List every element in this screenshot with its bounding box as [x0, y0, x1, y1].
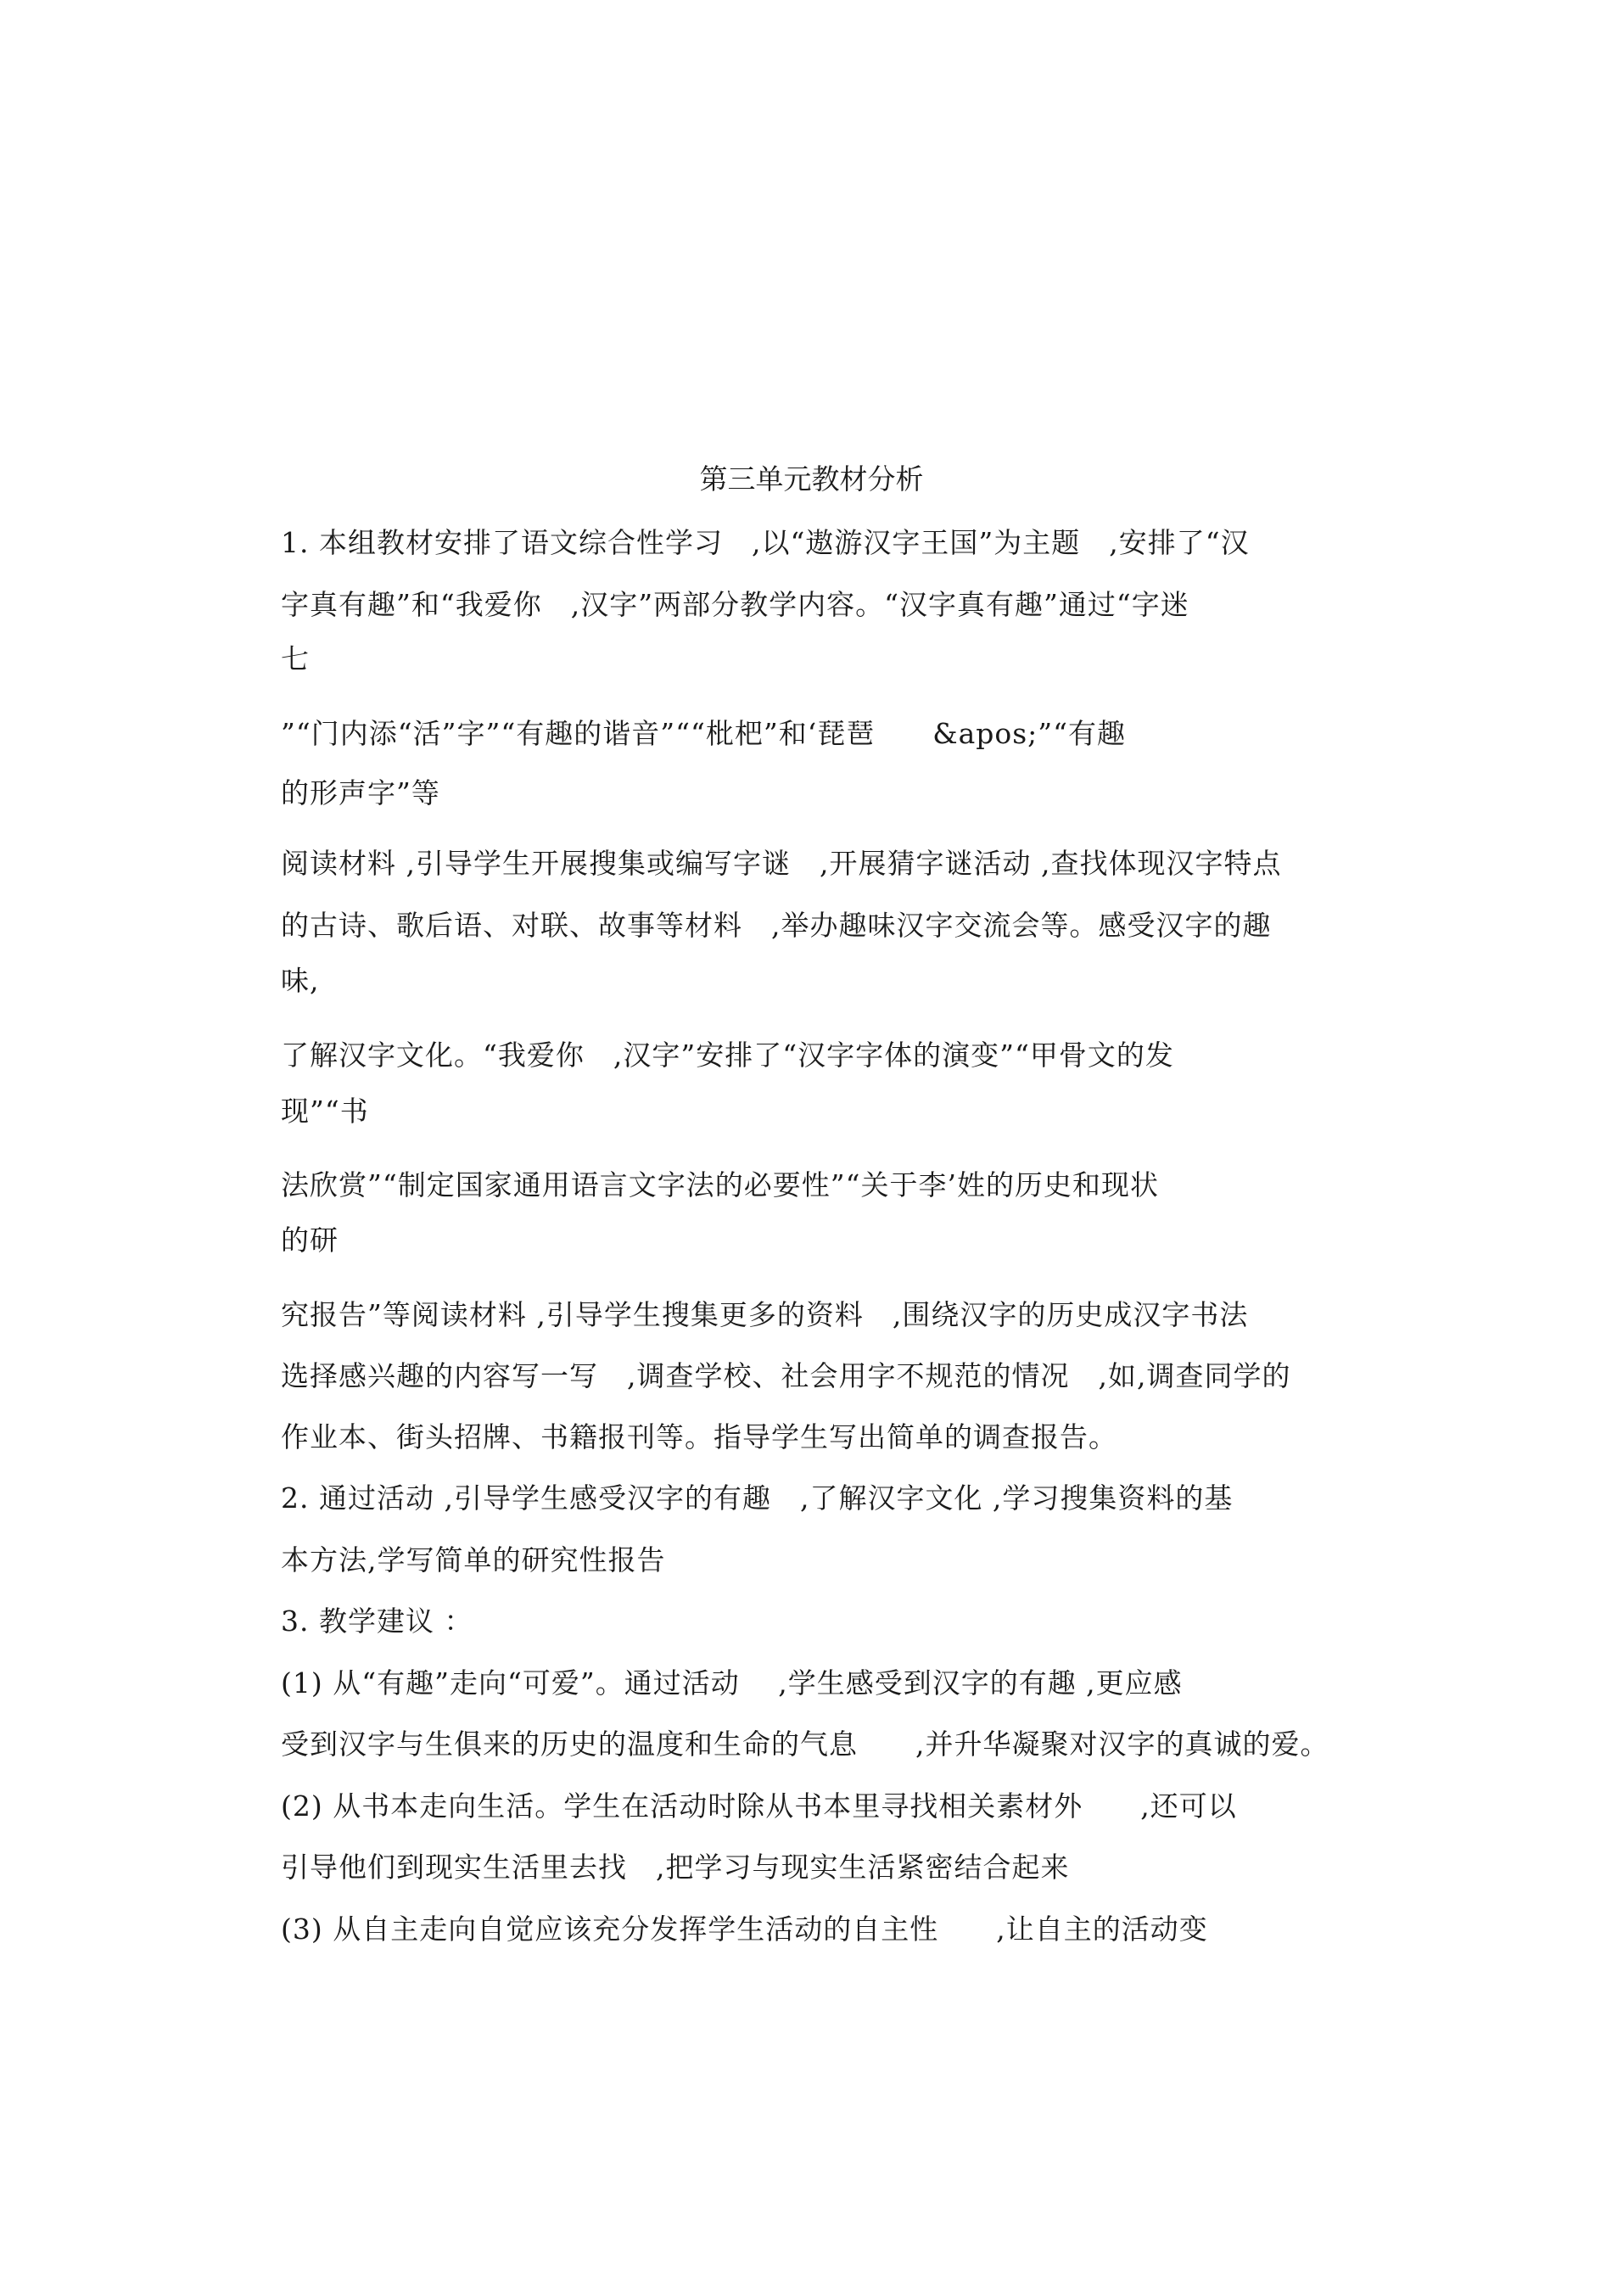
- text-line: 选择感兴趣的内容写一写 ,调查学校、社会用字不规范的情况 ,如,调查同学的: [281, 1359, 1291, 1392]
- text-line: 现”“书: [281, 1095, 369, 1128]
- text-line: 阅读材料 ,引导学生开展搜集或编写字谜 ,开展猜字谜活动 ,查找体现汉字特点: [281, 847, 1282, 880]
- text-line: 究报告”等阅读材料 ,引导学生搜集更多的资料 ,围绕汉字的历史成汉字书法: [281, 1298, 1249, 1331]
- text-line: 的研: [281, 1224, 339, 1257]
- text-line: 味,: [281, 964, 320, 997]
- text-line: 作业本、街头招牌、书籍报刊等。指导学生写出简单的调查报告。: [281, 1420, 1117, 1453]
- text-line: 字真有趣”和“我爱你 ,汉字”两部分教学内容。“汉字真有趣”通过“字迷: [281, 588, 1189, 621]
- text-line: 引导他们到现实生活里去找 ,把学习与现实生活紧密结合起来: [281, 1851, 1070, 1884]
- text-line: 1. 本组教材安排了语文综合性学习 ,以“遨游汉字王国”为主题 ,安排了“汉: [281, 526, 1250, 559]
- text-line: (3) 从自主走向自觉应该充分发挥学生活动的自主性 ,让自主的活动变: [281, 1912, 1208, 1946]
- text-line: 了解汉字文化。“我爱你 ,汉字”安排了“汉字字体的演变”“甲骨文的发: [281, 1039, 1174, 1072]
- text-line: 法欣赏”“制定国家通用语言文字法的必要性”“关于李’姓的历史和现状: [281, 1168, 1159, 1201]
- text-line: (2) 从书本走向生活。学生在活动时除从书本里寻找相关素材外 ,还可以: [281, 1789, 1237, 1823]
- text-line: 的形声字”等: [281, 776, 440, 809]
- text-line: ”“门内添“活”字”“有趣的谐音”““枇杷”和‘琵琶 &apos;”“有趣: [281, 717, 1127, 750]
- text-line: 3. 教学建议 ：: [281, 1604, 473, 1638]
- text-line: 七: [281, 642, 310, 675]
- text-line: 受到汉字与生俱来的历史的温度和生命的气息 ,并升华凝聚对汉字的真诚的爱。: [281, 1728, 1329, 1761]
- text-line: 2. 通过活动 ,引导学生感受汉字的有趣 ,了解汉字文化 ,学习搜集资料的基: [281, 1481, 1234, 1515]
- document-title: 第三单元教材分析: [699, 462, 924, 496]
- text-line: 本方法,学写简单的研究性报告: [281, 1543, 666, 1576]
- text-line: 的古诗、歌后语、对联、故事等材料 ,举办趣味汉字交流会等。感受汉字的趣: [281, 909, 1272, 942]
- text-line: (1) 从“有趣”走向“可爱”。通过活动 ,学生感受到汉字的有趣 ,更应感: [281, 1666, 1183, 1700]
